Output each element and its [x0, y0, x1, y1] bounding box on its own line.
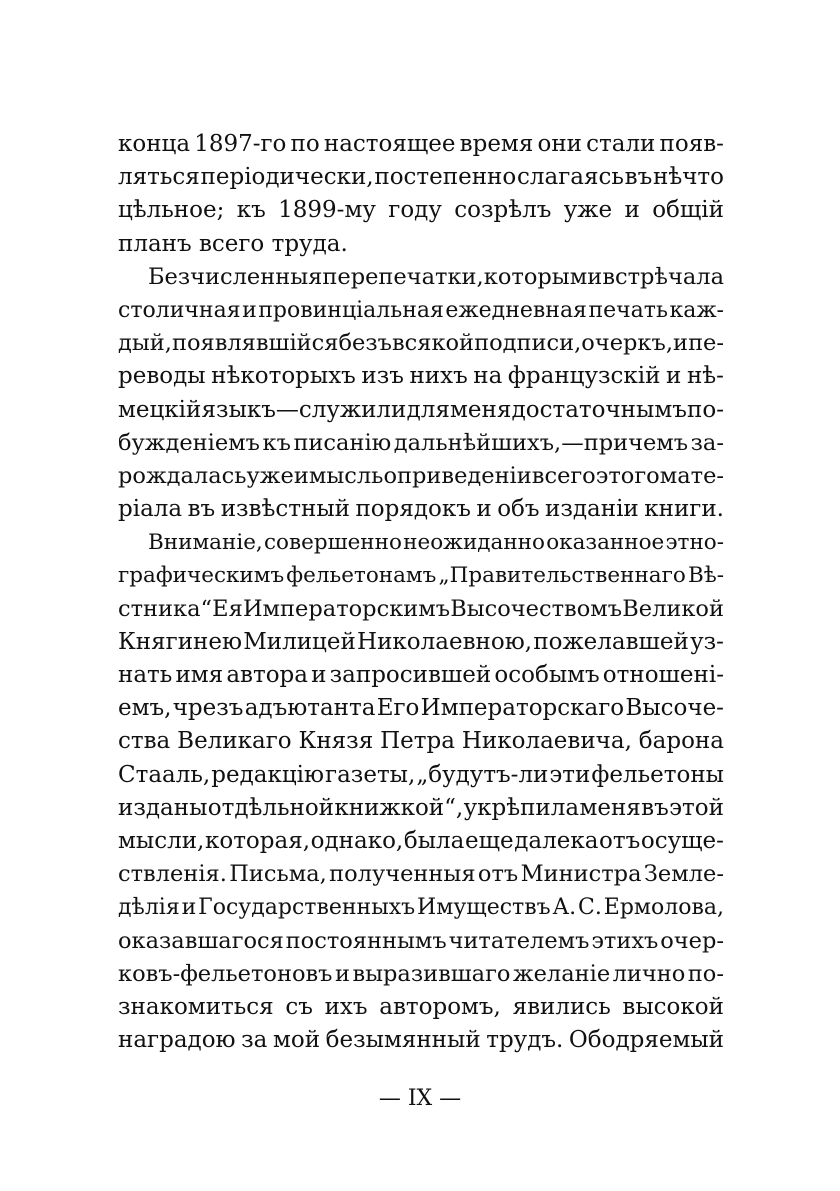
text-line: цѣльное; къ 1899-му году созрѣлъ уже и общій — [118, 197, 724, 224]
text-line: Княгинею Милицей Николаевною, пожелавшей уз- — [118, 628, 724, 655]
text-line: стника“ Ея Императорскимъ Высочествомъ Великой — [118, 595, 724, 622]
page-number: — IX — — [378, 1086, 462, 1111]
text-line: ствленія. Письма, полученныя отъ Министра Земле- — [118, 861, 724, 888]
text-line: конца 1897-го по настоящее время они стали появ- — [118, 131, 724, 157]
text-line: дый, появлявшійся безъ всякой подписи, очеркъ, и пе- — [118, 330, 724, 357]
text-line: наградою за мой безымянный трудъ. Ободряемый — [118, 1027, 724, 1054]
body-text — [118, 128, 724, 1057]
text-line: бужденіемъ къ писанію дальнѣйшихъ,—причемъ за- — [118, 429, 724, 456]
text-line: планъ всего труда. — [118, 230, 348, 257]
text-line: нать имя автора и запросившей особымъ отношені- — [118, 662, 724, 688]
text-line: изданы отдѣльной книжкой“, укрѣпила меня въ этой — [118, 794, 724, 821]
text-line: графическимъ фельетонамъ „Правительственнаго Вѣ- — [118, 563, 724, 589]
text-line: ства Великаго Князя Петра Николаевича, барона — [118, 728, 724, 755]
text-line: столичная и провинціальная ежедневная печать каж- — [118, 297, 724, 323]
text-line: ковъ-фельетоновъ и выразившаго желаніе лично по- — [118, 960, 724, 987]
text-line: дѣлія и Государственныхъ Имуществъ А. С. Ермолова, — [118, 895, 724, 921]
text-line: оказавшагося постояннымъ читателемъ этихъ очер- — [118, 927, 724, 954]
text-line: знакомиться съ ихъ авторомъ, явились высокой — [118, 993, 724, 1020]
text-line: емъ, чрезъ адъютанта Его Императорскаго Высоче- — [118, 695, 724, 722]
text-line: Стааль, редакцію газеты, „будутъ-ли эти фельетоны — [118, 761, 724, 788]
text-line: ляться періодически, постепенно слагаясь въ нѣчто — [118, 164, 724, 191]
text-line: реводы нѣкоторыхъ изъ нихъ на французскій и нѣ- — [118, 363, 724, 390]
text-line: мысли, которая, однако, была еще далека отъ осуще- — [118, 827, 724, 854]
text-line: Безчисленныя перепечатки, которыми встрѣчала — [148, 263, 724, 290]
text-line: рождалась уже и мысль о приведеніи всего этого мате- — [118, 462, 724, 489]
text-line: Вниманіе, совершенно неожиданно оказанное этно- — [148, 530, 724, 556]
text-line: мецкій языкъ—служили для меня достаточнымъ по- — [118, 396, 724, 423]
text-line: ріала въ извѣстный порядокъ и объ изданіи книги. — [118, 496, 724, 523]
